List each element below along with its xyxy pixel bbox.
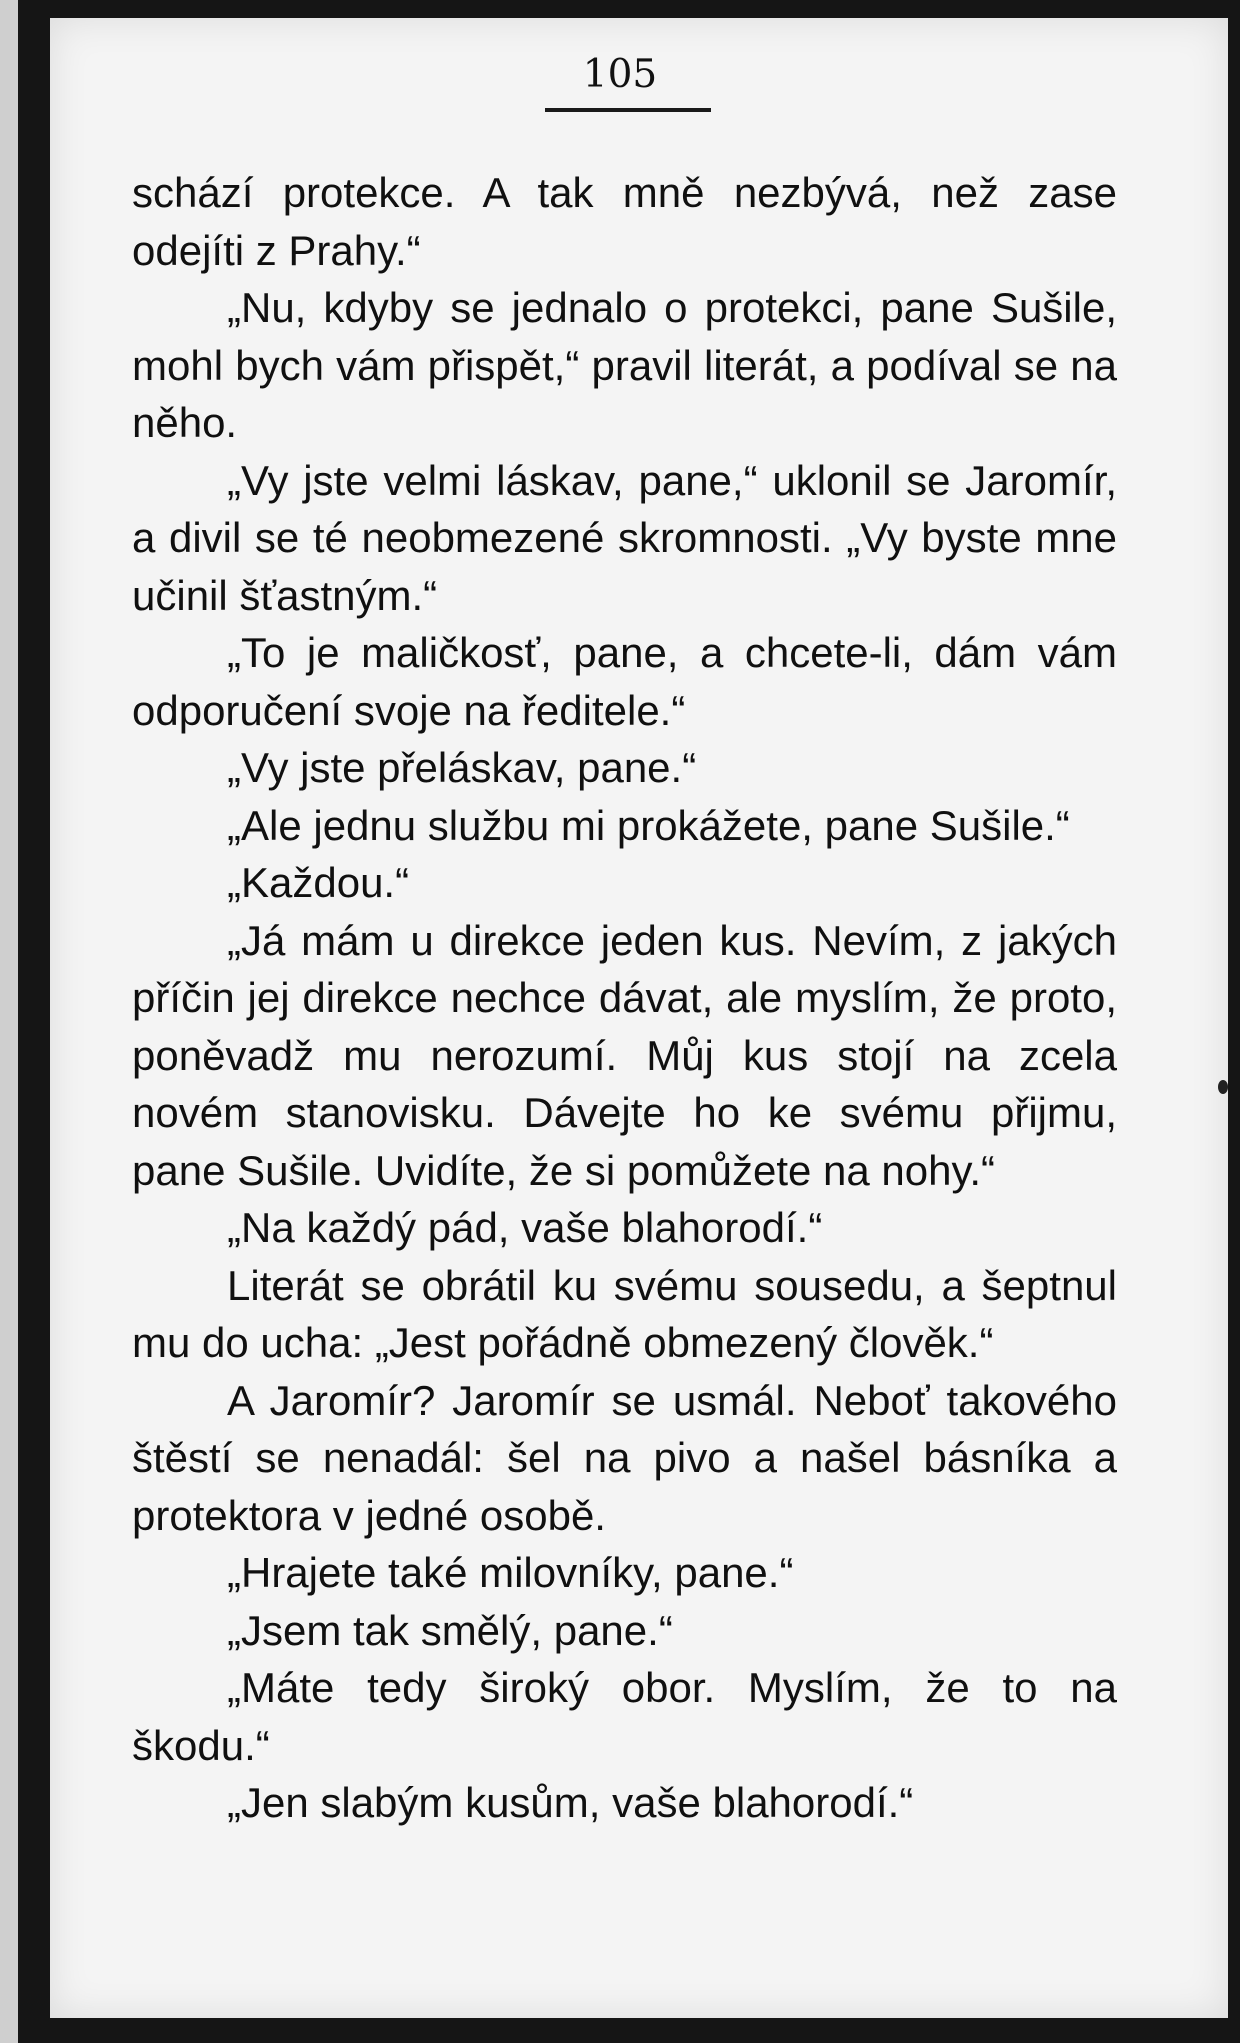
paragraph-7: „Každou.“ bbox=[227, 859, 410, 906]
page-number: 105 bbox=[582, 52, 658, 97]
paragraph-14: „Máte tedy široký obor. Myslím, že to na škodu.“ bbox=[132, 1664, 1117, 1769]
page-text bbox=[132, 164, 1117, 1832]
paragraph-3: „Vy jste velmi láskav, pane,“ uklonil se Jaromír, a divil se té neobmezené skromnosti. „Vy byste mne učinil šťastným.“ bbox=[132, 456, 1117, 619]
paragraph-8: „Já mám u direkce jeden kus. Nevím, z jakých příčin jej direkce nechce dávat, ale myslím, že proto, poněvadž mu nerozumí. Můj kus stojí na zcela novém stanovisku. Dávejte ho ke svému přijmu, pane Sušile. Uvidíte, že si pomůžete na nohy.“ bbox=[132, 916, 1117, 1194]
paragraph-13: „Jsem tak smělý, pane.“ bbox=[227, 1606, 673, 1654]
paragraph-5: „Vy jste přeláskav, pane.“ bbox=[227, 744, 697, 791]
paragraph-11: A Jaromír? Jaromír se usmál. Neboť takového štěstí se nenadál: šel na pivo a našel básníka a protektora v jedné osobě. bbox=[132, 1376, 1117, 1539]
paragraph-12: „Hrajete také milovníky, pane.“ bbox=[227, 1549, 794, 1596]
page-gutter bbox=[0, 0, 18, 2043]
paragraph-1: schází protekce. A tak mně nezbývá, než zase odejíti z Prahy.“ bbox=[132, 169, 1117, 274]
paragraph-15: „Jen slabým kusům, vaše blahorodí.“ bbox=[227, 1779, 914, 1826]
paragraph-2: „Nu, kdyby se jednalo o protekci, pane Sušile, mohl bych vám přispět,“ pravil literát, a podíval se na něho. bbox=[132, 284, 1117, 446]
page-number-rule bbox=[545, 108, 711, 112]
paragraph-10: Literát se obrátil ku svému sousedu, a šeptnul mu do ucha: „Jest pořádně obmezený člověk.“ bbox=[132, 1261, 1117, 1366]
paragraph-4: „To je maličkosť, pane, a chcete-li, dám vám odporučení svoje na ředitele.“ bbox=[132, 629, 1117, 734]
paragraph-9: „Na každý pád, vaše blahorodí.“ bbox=[227, 1204, 823, 1251]
margin-ink-mark bbox=[1218, 1080, 1228, 1094]
paragraph-6: „Ale jednu službu mi prokážete, pane Sušile.“ bbox=[227, 801, 1070, 849]
